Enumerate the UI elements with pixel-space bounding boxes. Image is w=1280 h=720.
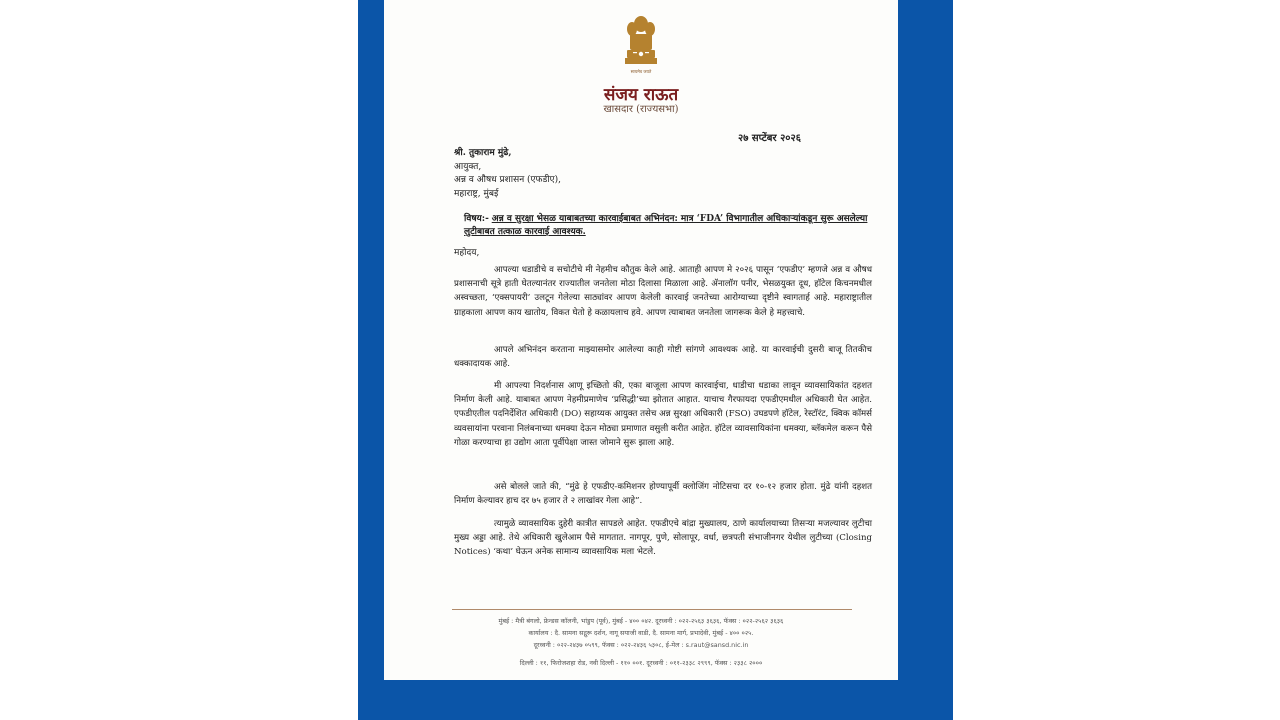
letter-subject bbox=[464, 213, 874, 239]
body-paragraph-1: आपल्या धडाडीचे व सचोटीचे मी नेहमीच कौतुक केले आहे. आताही आपण मे २०२६ पासून ‘एफडीए’ म्हणजे अन्न व औषध प्रशासनाची सूत्रे हाती घेतल्यानंतर राज्यातील जनतेला मोठा दिलासा मिळाला आहे. ॲनालॉग पनीर, भेसळयुक्त दूध, हॉटेल किचनमधील अस्वच्छता, ‘एक्सपायरी’ उलटून गेलेल्या साठ्यांवर आपण केलेली कारवाई जनतेच्या आरोग्याच्या दृष्टीने स्वागतार्ह आहे. महाराष्ट्रातील ग्राहकाला आपण काय खातोय, विकत घेतो हे कळायलाच हवे. आपण त्याबाबत जनतेला जागरूक केले हे महत्त्वाचे. bbox=[454, 265, 872, 318]
sender-title: खासदार (राज्यसभा) bbox=[603, 104, 679, 115]
body-paragraph-3: मी आपल्या निदर्शनास आणू इच्छितो की, एका बाजूला आपण कारवाईचा, धाडीचा धडाका लावून व्यावसायिकांत दहशत निर्माण केली आहे. याबाबत आपण नेहमीप्रमाणेच ‘प्रसिद्धी’च्या झोतात आहात. याचाच गैरफायदा एफडीएमधील अधिकारी घेत आहेत. एफडीएतील पदनिर्देशित अधिकारी (DO) सहाय्यक आयुक्त तसेच अन्न सुरक्षा अधिकारी (FSO) उघडपणे हॉटेल, रेस्टॉरंट, क्विक कॉमर्स व्यवसायांना परवाना निलंबनाच्या धमक्या देऊन मोठ्या प्रमाणात वसुली करीत आहेत. हॉटेल व्यावसायिकांना धमक्या, ब्लॅकमेल करून पैसे गोळा करण्याचा हा उद्योग आता पूर्वीपेक्षा जास्त जोमाने सुरू झाला आहे. bbox=[454, 381, 873, 448]
body-paragraph-4: असे बोलले जाते की, “मुंढे हे एफडीए-कमिशनर होण्यापूर्वी क्लोजिंग नोटिसचा दर १०-१२ हजार होता. मुंढे यांनी दहशत निर्माण केल्यावर हाच दर ७५ हजार ते २ लाखांवर गेला आहे”. bbox=[454, 482, 872, 507]
letter-date: २७ सप्टेंबर २०२६ bbox=[738, 133, 801, 144]
footer-mumbai-address: मुंबई : मैत्री बंगलो, फ्रेन्डस कॉलनी, भांडुप (पूर्व), मुंबई - ४०० ०४२. दूरध्वनी : ०२२-२५६३ ३६३६, फॅक्स : ०२२-२५६२ ३६३६ bbox=[498, 617, 784, 625]
recipient-location: महाराष्ट्र, मुंबई bbox=[454, 188, 499, 199]
body-paragraph-2: आपले अभिनंदन करताना माझ्यासमोर आलेल्या काही गोष्टी सांगणे आवश्यक आहे. या कारवाईची दुसरी बाजू तितकीच धक्कादायक आहे. bbox=[454, 345, 872, 370]
recipient-name: श्री. तुकाराम मुंढे, bbox=[454, 148, 512, 158]
footer-office-address: कार्यालय : दै. सामना सद्गुरू दर्शन, नागू सयाजी वाडी, दै. सामना मार्ग, प्रभादेवी, मुंबई - ४०० ०२५. bbox=[528, 629, 754, 637]
recipient-address bbox=[454, 147, 561, 201]
footer-contact: दूरध्वनी : ०२२-२४३७ ०५९९, फॅक्स : ०२२-२४३६ ५३०८, ई-मेल : s.raut@sansd.nic.in bbox=[533, 641, 749, 649]
letter-page bbox=[384, 0, 898, 680]
subject-text: अन्न व सुरक्षा भेसळ याबाबतच्या कारवाईबाबत अभिनंदन: मात्र ‘FDA’ विभागातील अधिकाऱ्यांकडून सुरू असलेल्या लुटीबाबत तत्काळ कारवाई आवश्यक. bbox=[464, 214, 868, 237]
recipient-department: अन्न व औषध प्रशासन (एफडीए), bbox=[454, 175, 561, 185]
salutation: महोदय, bbox=[454, 248, 480, 258]
svg-text:सत्यमेव जयते: सत्यमेव जयते bbox=[630, 69, 652, 74]
footer-divider bbox=[452, 609, 852, 610]
subject-label: विषय:- bbox=[464, 214, 489, 224]
ashoka-emblem-icon bbox=[624, 15, 658, 77]
recipient-designation: आयुक्त, bbox=[454, 161, 482, 172]
footer-delhi-address: दिल्ली : ११, फिरोजशहा रोड, नवी दिल्ली - ११० ००१. दूरध्वनी : ०११-२३३८ २९९९, फॅक्स : २३३८ २००० bbox=[519, 659, 763, 667]
body-paragraph-5: त्यामुळे व्यावसायिक दुहेरी कात्रीत सापडले आहेत. एफडीएचे बांद्रा मुख्यालय, ठाणे कार्यालयाच्या तिसऱ्या मजल्यावर लुटीचा मुख्य अड्डा आहे. तेथे अधिकारी खुलेआम पैसे मागतात. नागपूर, पुणे, सोलापूर, वर्धा, छत्रपती संभाजीनगर येथील लुटीच्या (Closing Notices) ‘कथा’ घेऊन अनेक सामान्य व्यावसायिक मला भेटले. bbox=[454, 519, 872, 558]
sender-name: संजय राऊत bbox=[603, 85, 679, 105]
